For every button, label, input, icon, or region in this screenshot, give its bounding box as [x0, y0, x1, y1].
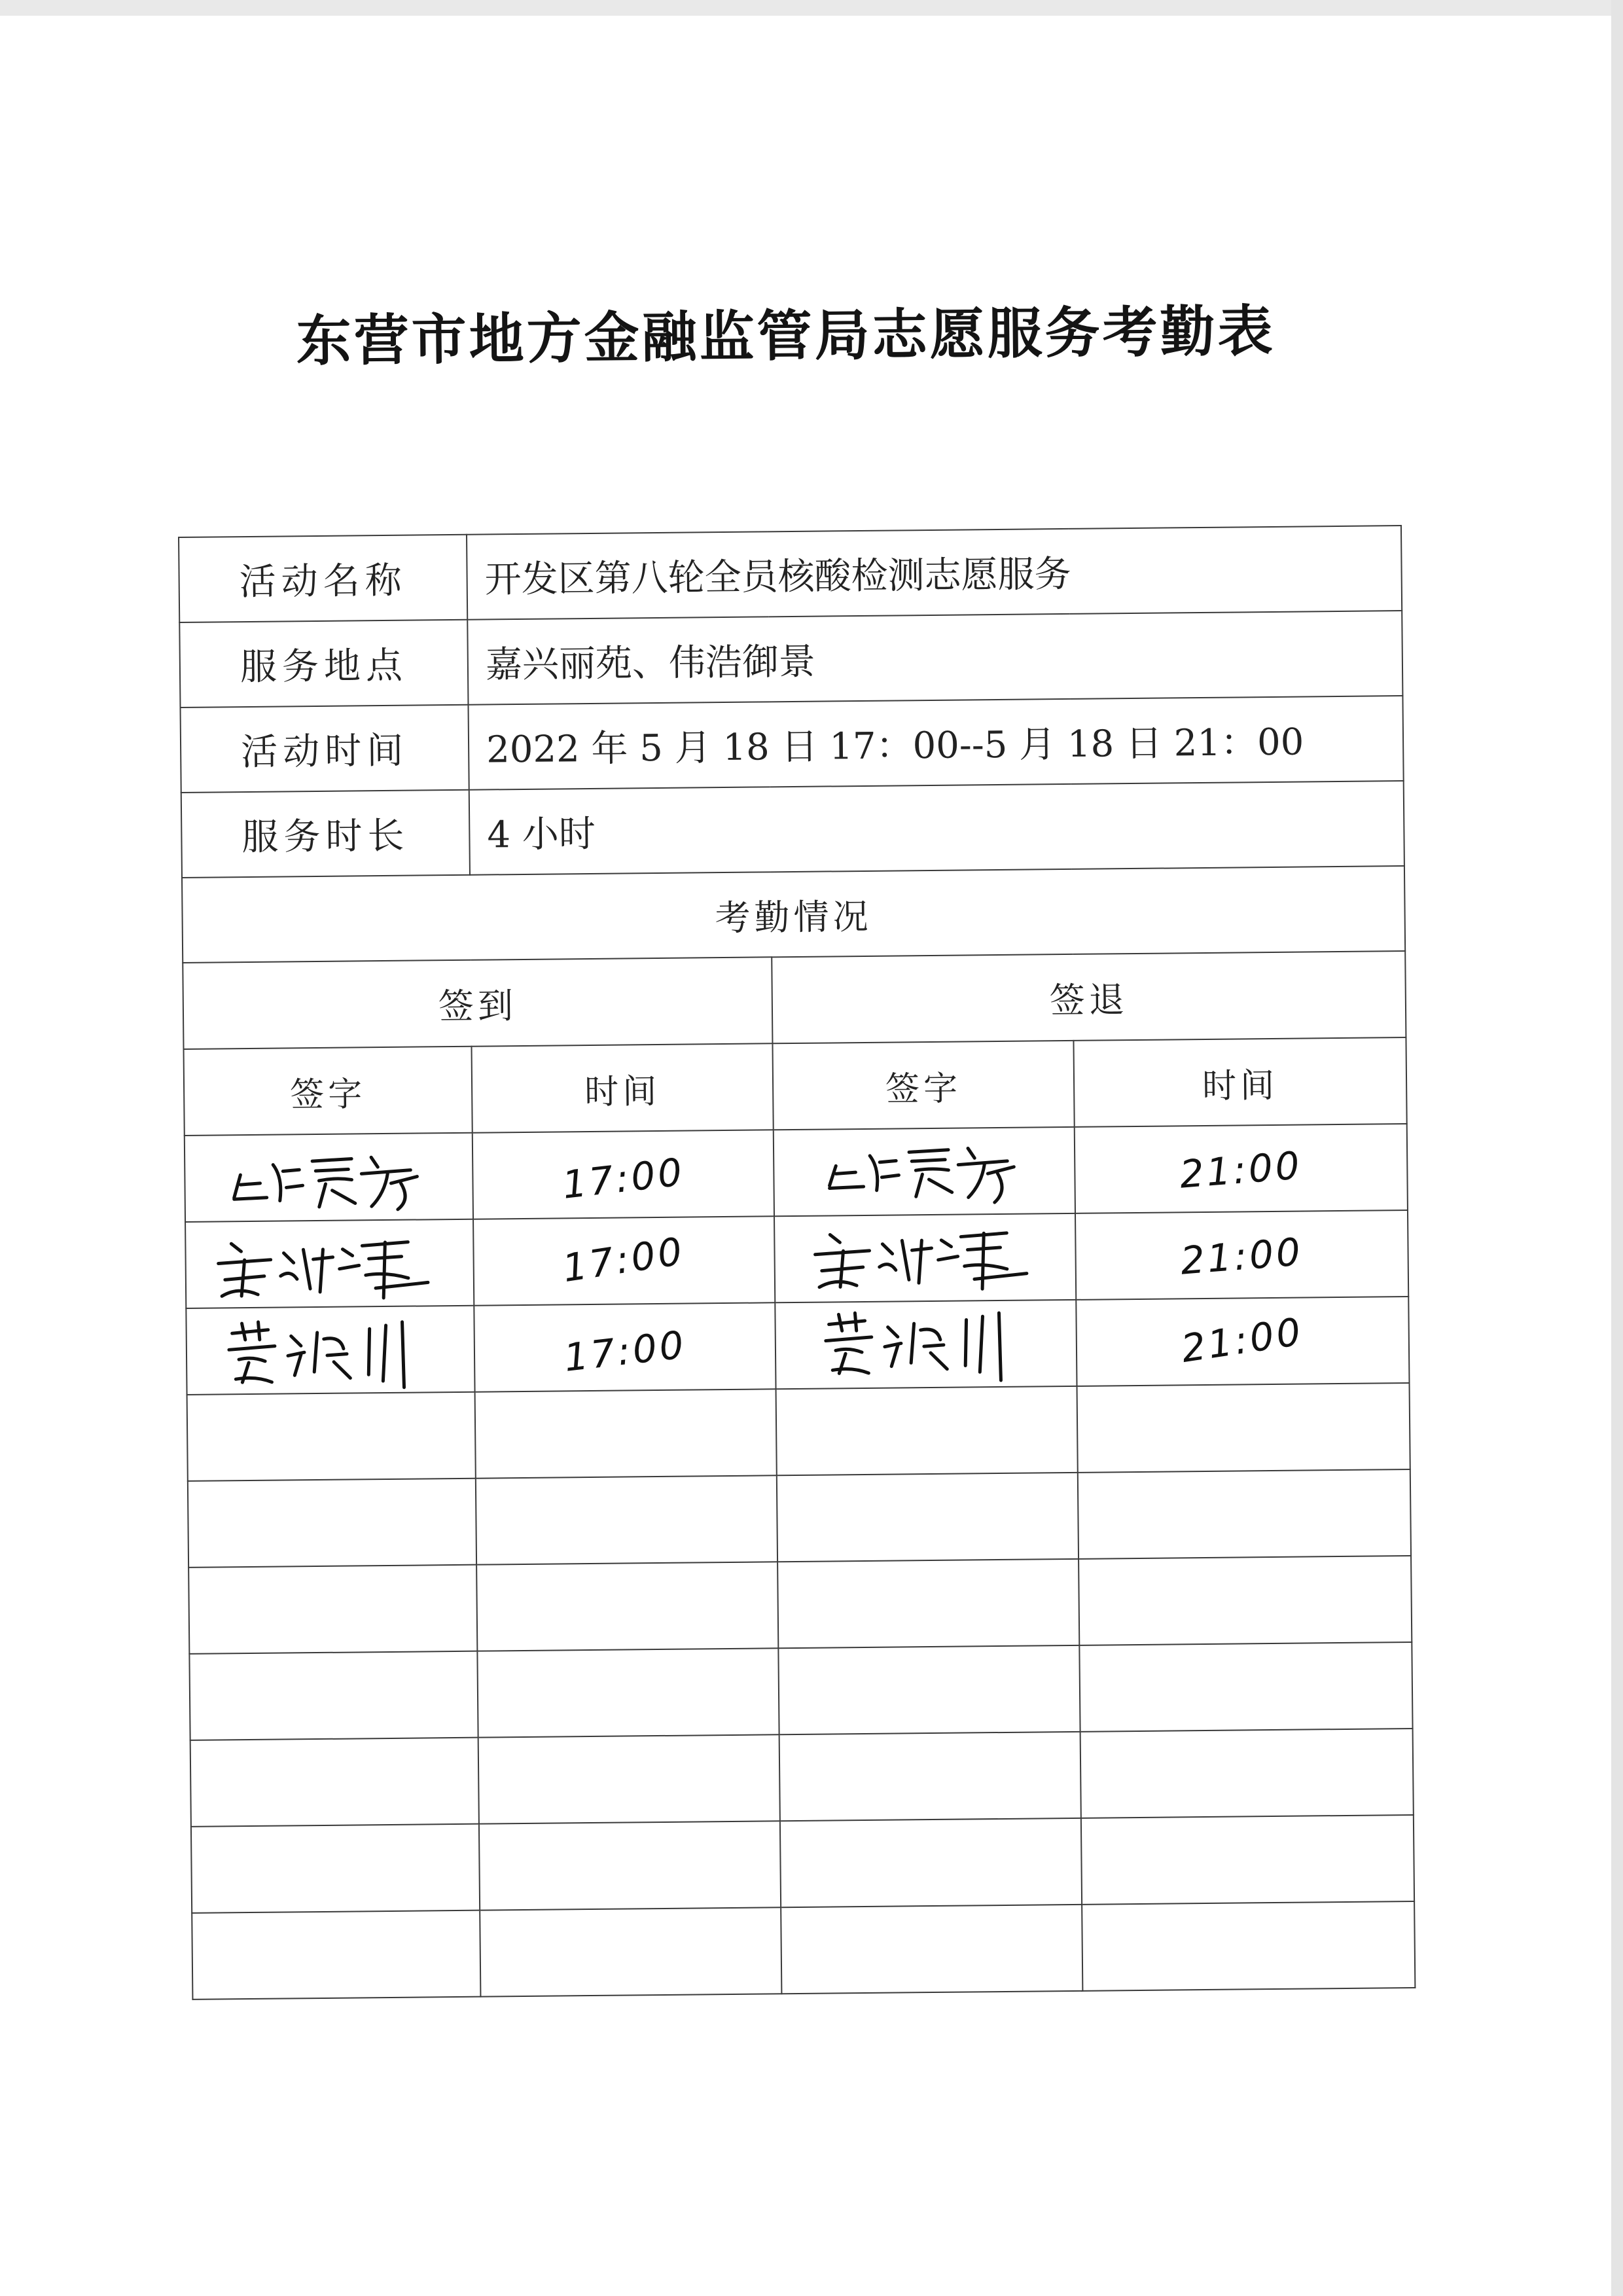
blank-cell [1080, 1729, 1414, 1818]
info-row [179, 526, 1402, 622]
blank-cell [480, 1907, 781, 1996]
blank-cell [476, 1562, 778, 1651]
blank-cell [1079, 1642, 1412, 1732]
document-title: 东营市地方金融监管局志愿服务考勤表 [296, 298, 1276, 374]
blank-cell [1079, 1556, 1412, 1645]
sign-in-signature [186, 1306, 474, 1395]
sign-in-time-header: 时间 [471, 1043, 773, 1132]
sign-out-signature [775, 1300, 1077, 1389]
sign-out-time-text: 21:00 [1178, 1143, 1304, 1197]
info-label: 活动时间 [181, 705, 469, 793]
info-value: 2022 年 5 月 18 日 17：00--5 月 18 日 21：00 [468, 696, 1403, 790]
sign-in-heading: 签到 [183, 957, 772, 1049]
info-row [179, 611, 1402, 708]
blank-cell [781, 1905, 1082, 1994]
handwritten-signature-1 [221, 1137, 437, 1217]
blank-row [191, 1815, 1414, 1913]
scan-edge-right [1611, 0, 1623, 2296]
attendance-form [178, 525, 1414, 2000]
sign-out-time [1076, 1297, 1409, 1386]
blank-cell [190, 1738, 479, 1827]
attendance-heading: 考勤情况 [182, 866, 1405, 963]
sign-in-signature-header: 签字 [184, 1047, 473, 1136]
blank-cell [776, 1386, 1078, 1475]
info-value: 开发区第八轮全员核酸检测志愿服务 [467, 526, 1402, 620]
sign-in-time-text: 17:00 [562, 1322, 689, 1380]
sign-in-time-text: 17:00 [560, 1149, 687, 1208]
blank-cell [778, 1645, 1080, 1734]
info-label: 服务时长 [181, 790, 470, 878]
sign-in-signature [185, 1219, 474, 1308]
sign-out-time-text: 21:00 [1178, 1308, 1307, 1371]
blank-cell [1078, 1469, 1411, 1559]
info-label: 活动名称 [179, 535, 467, 622]
blank-cell [780, 1818, 1082, 1907]
blank-row [187, 1383, 1410, 1481]
sign-out-time [1075, 1210, 1408, 1300]
sign-out-time-header: 时间 [1073, 1037, 1406, 1127]
sign-out-time-text: 21:00 [1179, 1229, 1305, 1283]
handwritten-signature-3-out [814, 1302, 1037, 1386]
blank-cell [192, 1910, 480, 2000]
info-row [181, 696, 1404, 793]
sign-in-signature [185, 1133, 473, 1222]
blank-row [190, 1729, 1414, 1827]
handwritten-signature-2 [211, 1222, 448, 1306]
sign-group-row [183, 951, 1406, 1049]
sign-out-signature-header: 签字 [772, 1041, 1074, 1130]
sign-in-time [473, 1130, 774, 1219]
sign-out-signature [774, 1127, 1075, 1216]
blank-cell [187, 1392, 476, 1481]
handwritten-signature-2-out [807, 1216, 1043, 1300]
scan-edge-top [0, 0, 1623, 16]
attendance-row [185, 1124, 1408, 1222]
sign-out-signature [774, 1213, 1076, 1302]
handwritten-signature-1-out [816, 1132, 1033, 1212]
sign-in-time [473, 1216, 775, 1305]
info-value: 嘉兴丽苑、伟浩御景 [467, 611, 1402, 705]
sign-out-heading: 签退 [772, 951, 1406, 1043]
blank-cell [188, 1479, 476, 1568]
blank-row [192, 1901, 1415, 2000]
info-value: 4 小时 [469, 781, 1404, 875]
blank-cell [779, 1732, 1081, 1821]
attendance-row [186, 1297, 1409, 1395]
blank-cell [479, 1821, 781, 1910]
sign-out-time [1075, 1124, 1408, 1213]
handwritten-signature-3 [219, 1308, 442, 1392]
blank-cell [777, 1473, 1079, 1562]
blank-cell [189, 1651, 478, 1740]
attendance-row [185, 1210, 1408, 1308]
info-row [181, 781, 1404, 878]
blank-cell [191, 1824, 480, 1913]
sign-in-time-text: 17:00 [560, 1228, 688, 1291]
attendance-heading-row [182, 866, 1405, 963]
blank-cell [1077, 1383, 1410, 1473]
form-table [178, 525, 1416, 2000]
blank-cell [478, 1734, 780, 1823]
blank-row [188, 1556, 1412, 1654]
blank-cell [1082, 1901, 1415, 1991]
blank-cell [476, 1475, 777, 1564]
blank-row [188, 1469, 1411, 1568]
blank-cell [475, 1389, 777, 1478]
blank-cell [777, 1559, 1079, 1648]
sign-in-time [474, 1302, 776, 1391]
column-heading-row [184, 1037, 1407, 1136]
blank-row [189, 1642, 1412, 1740]
info-label: 服务地点 [179, 620, 468, 708]
blank-cell [477, 1648, 779, 1737]
blank-cell [1081, 1815, 1414, 1905]
blank-cell [188, 1565, 477, 1654]
